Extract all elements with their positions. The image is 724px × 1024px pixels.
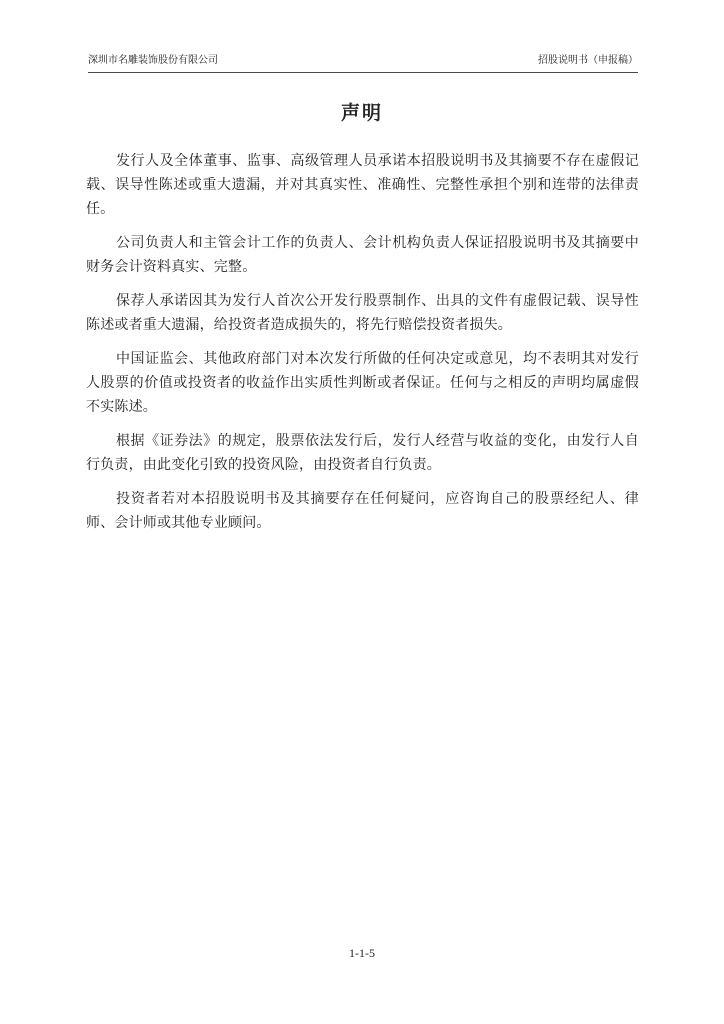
page-title: 声明 bbox=[340, 102, 383, 124]
declaration-body bbox=[86, 149, 639, 545]
paragraph-3: 保荐人承诺因其为发行人首次公开发行股票制作、出具的文件有虚假记载、误导性陈述或者重大遗漏，给投资者造成损失的，将先行赔偿投资者损失。 bbox=[86, 293, 639, 333]
paragraph-6: 投资者若对本招股说明书及其摘要存在任何疑问，应咨询自己的股票经纪人、律师、会计师或其他专业顾问。 bbox=[86, 491, 639, 531]
paragraph-5: 根据《证券法》的规定，股票依法发行后，发行人经营与收益的变化，由发行人自行负责，由此变化引致的投资风险，由投资者自行负责。 bbox=[86, 433, 639, 473]
paragraph-4: 中国证监会、其他政府部门对本次发行所做的任何决定或意见，均不表明其对发行人股票的价值或投资者的收益作出实质性判断或者保证。任何与之相反的声明均属虚假不实陈述。 bbox=[86, 351, 639, 415]
paragraph-1: 发行人及全体董事、监事、高级管理人员承诺本招股说明书及其摘要不存在虚假记载、误导性陈述或重大遗漏，并对其真实性、准确性、完整性承担个别和连带的法律责任。 bbox=[86, 153, 639, 217]
document-type: 招股说明书（申报稿） bbox=[538, 55, 638, 66]
company-name: 深圳市名雕装饰股份有限公司 bbox=[88, 55, 218, 66]
page-number: 1-1-5 bbox=[349, 946, 375, 960]
paragraph-2: 公司负责人和主管会计工作的负责人、会计机构负责人保证招股说明书及其摘要中财务会计资料真实、完整。 bbox=[86, 235, 639, 275]
page-header bbox=[88, 54, 638, 73]
